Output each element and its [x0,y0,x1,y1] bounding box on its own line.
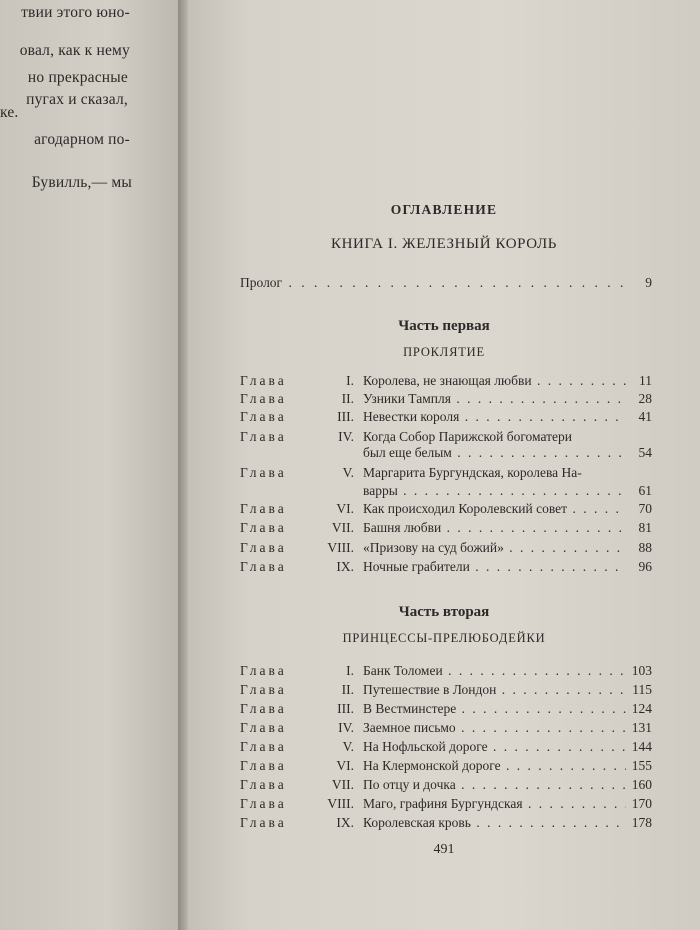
toc-entry-label: Глава [240,429,287,444]
toc-entry [240,391,658,409]
toc-entry-number: VIII. [327,540,354,555]
part-subtitle: ПРОКЛЯТИЕ [403,345,485,359]
toc-entry-page: 9 [645,275,652,290]
toc-entry-number: IV. [338,720,354,735]
toc-entry-title: Маргарита Бургундская, королева На- [363,465,582,480]
toc-entry [240,373,658,391]
toc-entry-page: 28 [638,391,652,406]
toc-entry-page: 70 [638,501,652,516]
toc-entry-page: 88 [638,540,652,555]
part-title: Часть вторая [398,604,490,620]
toc-entry-label: Глава [240,559,287,574]
toc-entry-label: Глава [240,373,287,388]
toc-entry [240,540,658,558]
toc-entry-label: Глава [240,663,287,678]
toc-entry-label: Глава [240,815,287,830]
toc-entry-label: Глава [240,520,287,535]
toc-entry-number: IV. [338,429,354,444]
part-subtitle: ПРИНЦЕССЫ-ПРЕЛЮБОДЕЙКИ [342,631,546,645]
toc-entry-page: 170 [631,796,652,811]
toc-entry-number: II. [341,682,354,697]
toc-entry-label: Глава [240,409,287,424]
toc-entry-page: 124 [631,701,652,716]
right-page [188,0,700,930]
part-title: Часть первая [398,318,490,334]
toc-entry-title: Пролог . . . [240,275,626,291]
toc-entry-label: Глава [240,777,287,792]
toc-entry-number: VI. [336,758,354,773]
toc-entry-number: VIII. [327,796,354,811]
toc-entry-page: 155 [631,758,652,773]
toc-entry-label: Глава [240,739,287,754]
toc-entry [240,739,658,757]
toc-entry-label: Глава [240,758,287,773]
toc-entry-continuation [240,483,658,501]
toc-entry-label: Глава [240,682,287,697]
toc-entry [240,501,658,519]
toc-entry [240,682,658,700]
toc-entry-page: 178 [631,815,652,830]
toc-entry-title: Узники Тампля . . . [363,391,626,407]
left-page-line: агодарном по- [34,131,130,148]
toc-entry-label: Глава [240,540,287,555]
toc-entry-title: Заемное письмо . . . [363,720,626,736]
left-page-line: но прекрасные [27,69,128,86]
toc-entry-label: Глава [240,391,287,406]
toc-entry-page: 103 [631,663,652,678]
toc-entry-title: Как происходил Королевский совет . . . [363,501,626,517]
toc-entry-number: II. [341,391,354,406]
toc-entry-page: 61 [638,483,652,498]
book-gutter [178,0,188,930]
toc-entry [240,559,658,577]
toc-entry-title: Когда Собор Парижской богоматери [363,429,572,444]
toc-entry-number: VI. [336,501,354,516]
toc-entry-page: 11 [639,373,652,388]
toc-entry-number: VII. [331,520,354,535]
toc-entry-page: 96 [638,559,652,574]
toc-entry [240,720,658,738]
toc-entry-label: Глава [240,501,287,516]
toc-entry-label: Глава [240,465,287,480]
toc-entry [240,465,658,483]
page-number: 491 [433,842,455,857]
toc-entry-title: Банк Толомеи . . . [363,663,626,679]
toc-entry-page: 41 [638,409,652,424]
toc-entry-title: Ночные грабители . . . [363,559,626,575]
toc-entry-number: III. [337,409,354,424]
toc-entry [240,796,658,814]
toc-entry-prolog [240,275,658,293]
toc-entry-number: V. [342,739,354,754]
toc-entry-number: I. [346,663,354,678]
toc-entry-title: Маго, графиня Бургундская . . . [363,796,626,812]
toc-entry-continuation [240,445,658,463]
toc-entry-title-cont: был еще белым . . . [363,445,626,461]
toc-entry-title: Путешествие в Лондон . . . [363,682,626,698]
toc-entry-page: 81 [638,520,652,535]
toc-entry-number: IX. [336,815,354,830]
book-title: КНИГА I. ЖЕЛЕЗНЫЙ КОРОЛЬ [331,236,557,252]
left-page [0,0,178,930]
toc-entry [240,777,658,795]
toc-entry-number: VII. [331,777,354,792]
toc-entry-page: 54 [638,445,652,460]
toc-entry-number: IX. [336,559,354,574]
toc-entry-title: Башня любви . . . [363,520,626,536]
left-page-line: твии этого юно- [21,4,130,21]
toc-entry-title: Королевская кровь . . . [363,815,626,831]
toc-entry-title-cont: варры . . . [363,483,626,499]
toc-entry-page: 115 [632,682,652,697]
toc-entry-title: На Клермонской дороге . . . [363,758,626,774]
toc-entry [240,701,658,719]
toc-entry [240,663,658,681]
toc-entry-page: 144 [631,739,652,754]
toc-heading: ОГЛАВЛЕНИЕ [390,202,498,217]
toc-entry-title: На Нофльской дороге . . . [363,739,626,755]
left-page-line: пугах и сказал, [26,91,128,108]
toc-entry-number: V. [342,465,354,480]
toc-entry-label: Глава [240,796,287,811]
toc-entry-title: Невестки короля . . . [363,409,626,425]
toc-entry [240,520,658,538]
toc-entry-number: I. [346,373,354,388]
toc-entry [240,409,658,427]
toc-entry-title: В Вестминстере . . . [363,701,626,717]
left-page-line: овал, как к нему [19,42,130,59]
toc-entry [240,758,658,776]
toc-entry-title: «Призову на суд божий» . . . [363,540,626,556]
left-page-line: ке. [0,104,19,121]
toc-entry-number: III. [337,701,354,716]
toc-entry-label: Глава [240,701,287,716]
left-page-line: Бувилль,— мы [31,174,132,191]
toc-entry-page: 131 [631,720,652,735]
toc-entry-title: По отцу и дочка . . . [363,777,626,793]
toc-entry-page: 160 [631,777,652,792]
toc-entry [240,815,658,833]
toc-entry-label: Глава [240,720,287,735]
toc-entry-title: Королева, не знающая любви . . . [363,373,626,389]
